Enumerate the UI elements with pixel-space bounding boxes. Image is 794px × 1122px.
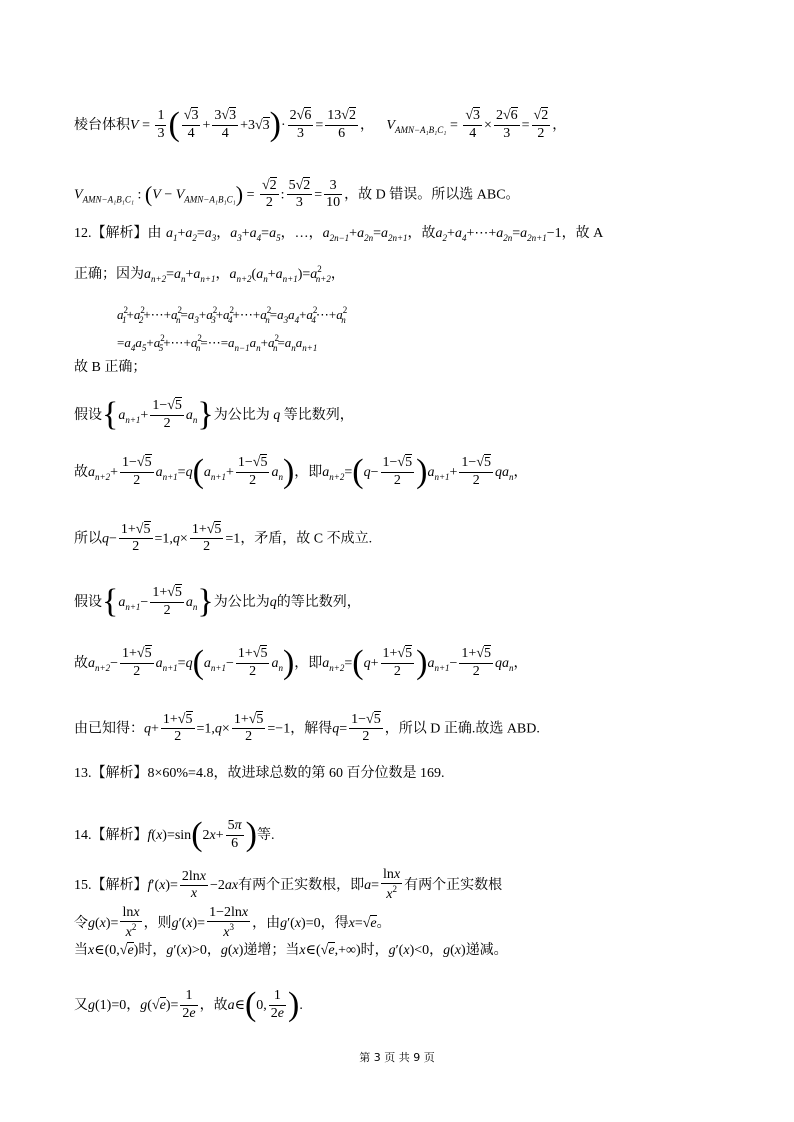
solve-q-line: 由已知得：q+ $\frac{1+√5}{2}$ =1,q× $\frac{1+√5}{2}$ =−1，解得q= $\frac{1-√5}{2}$ ，所以 D 正确.故选 ABD. <box>74 712 540 745</box>
text-segment: 有两个正实数根，即 <box>238 878 365 894</box>
text-segment: 棱台体积 <box>74 118 130 133</box>
text-segment: 递减。 <box>465 943 508 958</box>
problem-12-line-1: 12.【解析】由 $a_1+a_2=a_3$，$a_3+a_4=a_5$，…，$a_{2n-1}+a_{2n}=a_{2n+1}$，故$a_2+a_4+\cdots+a_{2n}=a_{2n+1}-1$，故 A <box>74 226 604 243</box>
contradiction-line: 所以q− $\frac{1+√5}{2}$ =1,q× $\frac{1+√5}{2}$ =1，矛盾，故 C 不成立. <box>74 522 373 555</box>
text-segment: ， <box>126 998 141 1013</box>
text-segment: ，即 <box>294 656 323 671</box>
text-segment: 时， <box>138 943 167 958</box>
problem-15-line-4: 又g(1)=0，g(√e)= $\frac{1}{2e}$ ，故a∈(0, $\frac{1}{2e}$ ). <box>74 986 303 1023</box>
text-segment: 递增；当 <box>243 943 300 958</box>
text-segment: 令 <box>74 916 88 932</box>
text-segment: ，由 <box>252 916 281 932</box>
text-segment: 为公比为 <box>213 595 270 610</box>
text-segment: 故 <box>74 465 88 480</box>
text-segment: ，则 <box>143 916 172 932</box>
text-segment: ，解得 <box>290 721 333 737</box>
text-segment: 等. <box>256 828 275 843</box>
text-segment: 由已知得： <box>74 721 144 737</box>
text-segment: ， <box>359 118 374 133</box>
problem-15-line-1: 15.【解析】f′(x)= $\frac{2\ln x}{x}$ −2ax有两个正实数根，即a= $\frac{\ln x}{x^2}$ 有两个正实数根 <box>74 867 503 903</box>
text-segment: 故 <box>74 656 88 671</box>
text-segment: 有两个正实数根 <box>404 878 503 894</box>
text-segment: ，故进球总数的第 60 百分位数是 169. <box>213 766 445 781</box>
text-segment: 等比数列， <box>283 408 354 423</box>
text-segment: ，故 <box>199 998 228 1013</box>
text-segment: ， <box>429 943 444 958</box>
page-footer: 第 3 页 共 9 页 <box>359 1051 435 1064</box>
assume-geometric-2-line: 假设{$a_{n+1}-$ $\frac{1+√5}{2}$ $a_n$}为公比为q的等比数列， <box>74 583 361 620</box>
text-segment: 当 <box>74 943 88 958</box>
text-segment: 假设 <box>74 408 102 423</box>
frustum-volume-line: 棱台体积V = $\frac{1}{3}$ ( $\frac{√3}{4}$ + $\frac{3√3}{4}$ +3√3)· $\frac{2√6}{3}$ = $\frac{13√2}{6}$ ， $V_{AMN-A_1B_1C_1}$ = $\frac{√3}{4}$ × $\frac{2√6}{3}$ = $\frac{√2}{2}$ ， <box>74 106 567 143</box>
assume-geometric-1-line: 假设{$a_{n+1}+$ $\frac{1-√5}{2}$ $a_n$}为公比为 q 等比数列， <box>74 396 354 433</box>
text-segment: 的等比数列， <box>276 595 361 610</box>
text-segment: ，矛盾，故 C 不成立. <box>240 531 373 547</box>
text-segment: 。 <box>376 916 391 932</box>
text-segment: 又 <box>74 998 88 1013</box>
text-segment: 14.【解析】 <box>74 828 148 843</box>
problem-13-line: 13.【解析】8×60%=4.8，故进球总数的第 60 百分位数是 169. <box>74 766 445 781</box>
sum-of-squares-line-1: $a^2_1+a^2_2+\cdots+a^2_n=a_3+a^2_3+a^2_4+\cdots+a^2_n=a_3a_4+a^2_4\cdots+a^2_n$ <box>117 305 348 325</box>
problem-15-line-3: 当x∈(0,√e)时，g′(x)>0，g(x)递增；当x∈(√e,+∞)时，g′(x)<0，g(x)递减。 <box>74 943 508 958</box>
text-segment: 故 B 正确； <box>74 360 147 375</box>
text-segment: 为公比为 <box>213 408 270 423</box>
text-segment: 15.【解析】 <box>74 878 148 894</box>
problem-15-line-2: 令g(x)= $\frac{\ln x}{x^2}$ ，则g′(x)= $\frac{1-2\ln x}{x^3}$ ，由g′(x)=0，得x=√e。 <box>74 905 391 941</box>
conclusion-b-line <box>74 360 754 375</box>
text-segment: ，所以 D 正确.故选 ABD. <box>384 721 540 737</box>
text-segment: 正确；因为 <box>74 267 144 282</box>
text-segment: ，得 <box>320 916 349 932</box>
problem-14-line: 14.【解析】f(x)=sin(2x+ $\frac{5\pi}{6}$ )等. <box>74 816 275 853</box>
volume-ratio-line: $V_{AMN-A_1B_1C_1}$ : $(V - V_{AMN-A_1B_1C_1})$ = $\frac{√2}{2}$ : $\frac{5√2}{3}$ = $\frac{3}{10}$ ，故 D 错误。所以选 ABC。 <box>74 178 520 211</box>
text-segment: 13.【解析】 <box>74 766 148 781</box>
problem-12-line-2: 正确；因为$a_{n+2}=a_n+a_{n+1}$，$a_{n+2}(a_n+a_{n+1})=a^2_{n+2}$， <box>74 264 345 284</box>
sum-of-squares-line-2: $=a_4a_5+a^2_5+\cdots+a^2_n=\cdots=a_{n-1}a_n+a^2_n=a_na_{n+1}$ <box>117 333 318 353</box>
recurrence-2-line: 故$a_{n+2}-$ $\frac{1+√5}{2}$ $a_{n+1}=q(a_{n+1}-$ $\frac{1+√5}{2}$ $a_n$)，即$a_{n+2}=(q+$ $\frac{1+√5}{2}$ )$a_{n+1}-$ $\frac{1+√5}{2}$ $qa_n$， <box>74 644 528 681</box>
text-segment: 12.【解析】由 <box>74 226 162 241</box>
text-segment: 假设 <box>74 595 102 610</box>
text-segment: ，即 <box>294 465 323 480</box>
text-segment: 所以 <box>74 531 102 547</box>
text-segment: 时， <box>360 943 389 958</box>
text-segment: . <box>299 998 303 1013</box>
text-segment: ，故 A <box>561 226 604 241</box>
recurrence-1-line: 故$a_{n+2}+$ $\frac{1-√5}{2}$ $a_{n+1}=q(a_{n+1}+$ $\frac{1-√5}{2}$ $a_n$)，即$a_{n+2}=(q-$ $\frac{1-√5}{2}$ )$a_{n+1}+$ $\frac{1-√5}{2}$ $qa_n$， <box>74 453 528 490</box>
text-segment: ， <box>206 943 221 958</box>
text-segment: ，故 D 错误。所以选 ABC。 <box>344 187 520 203</box>
